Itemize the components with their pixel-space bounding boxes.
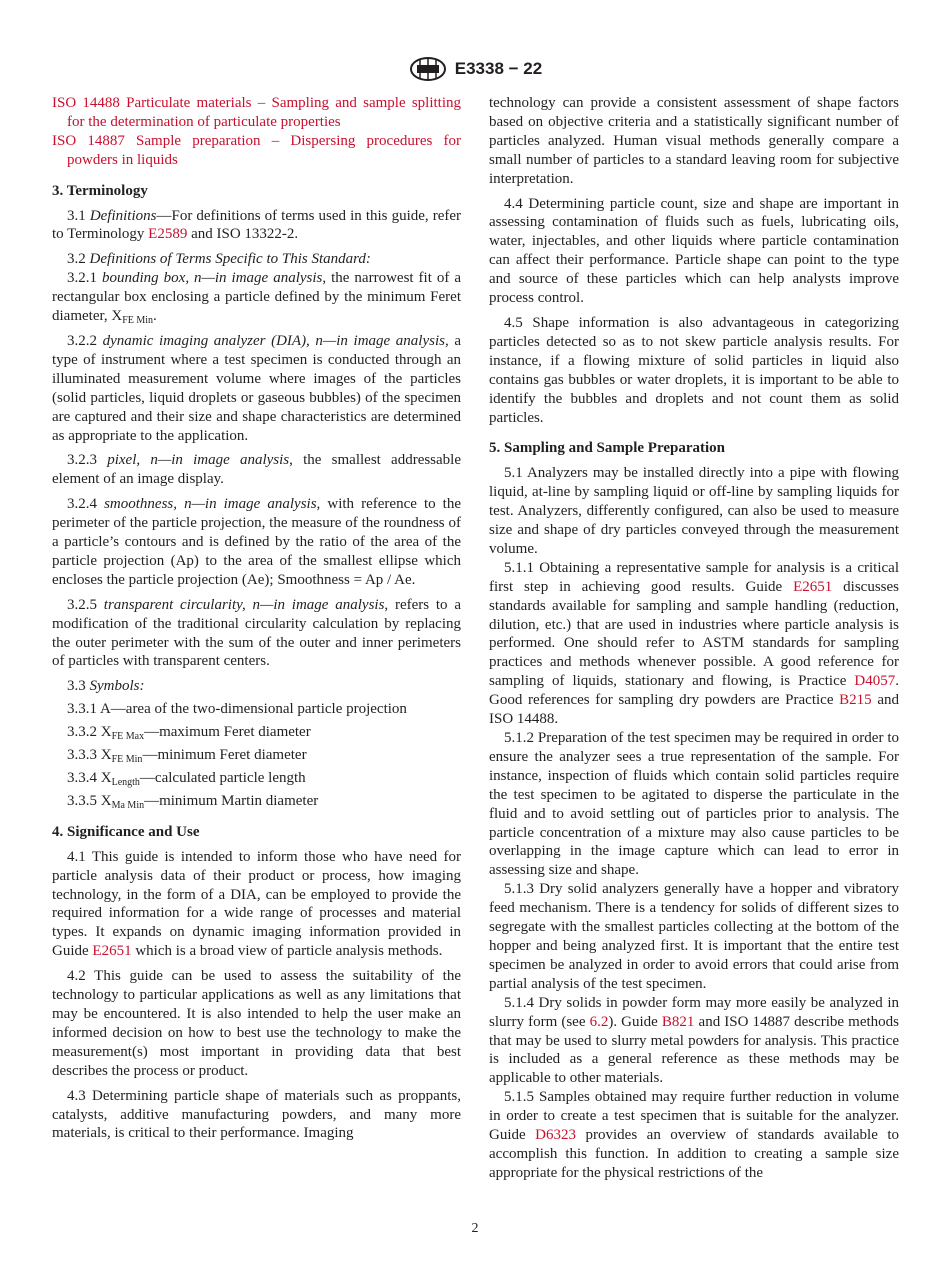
- symbol-item: 3.3.4 $X_{Length}—calculated$ particle length: [67, 770, 306, 788]
- paragraph-3-2-3: 3.2.3 pixel, n—in image analysis, the smallest addressable element of an image display.: [52, 452, 462, 488]
- left-column: [52, 94, 461, 1149]
- section-heading-sampling: 5. Sampling and Sample Preparation: [489, 440, 726, 457]
- reference-link-d6323[interactable]: D6323: [535, 1127, 577, 1144]
- paragraph-5-1-5: 5.1.5 Samples obtained may require further reduction in volume in order to create a test specimen that is suitable for the analyzer. Guide D6323 provides an overview of standards available to accomplish this function. In addition to creating a sample size appropriate for the physical restrictions of the: [489, 1089, 900, 1181]
- paragraph-3-2-4: 3.2.4 smoothness, n—in image analysis, with reference to the perimeter of the particle projection, the measure of the roundness of a particle’s contours and is defined by the ratio of the area of the particle projection (Ap) to the area of the smallest ellipse which encloses the particle projection (Ae); Smoothness = Ap / Ae.: [52, 496, 462, 588]
- section-heading-terminology: 3. Terminology: [52, 182, 148, 199]
- paragraph-4-2: 4.2 This guide can be used to assess the suitability of the technology to particular applications as well as any limitations that may be encountered. It is also intended to help the user make an informed decision on how to best use the technology to make the measurement(s) most important in providing data that best describes the process or product.: [52, 968, 461, 1079]
- paragraph-3-2: 3.2 Definitions of Terms Specific to This Standard:: [67, 251, 371, 268]
- paragraph-3-1: 3.1 Definitions—For definitions of terms used in this guide, refer to Terminology E2589 and ISO 13322-2.: [52, 207, 461, 243]
- reference-link-e2589[interactable]: E2589: [148, 226, 188, 243]
- section-heading-significance: 4. Significance and Use: [52, 823, 200, 840]
- paragraph-4-3: 4.3 Determining particle shape of materials such as proppants, catalysts, additive manufacturing powders, and many more materials, is critical to their performance. Imaging: [52, 1087, 461, 1142]
- paragraph-5-1: 5.1 Analyzers may be installed directly into a pipe with flowing liquid, at-line by sampling liquid or off-line by sampling liquids for test. Analyzers, differently configured, can also be used to measure size and shape of dry particles conveyed through the measurement volume.: [489, 465, 899, 557]
- paragraph-4-5: 4.5 Shape information is also advantageous in categorizing particles detected so as to not skew particle analysis results. For instance, if a flowing mixture of solid particles in liquid also contains gas bubbles or water droplets, it is important to be able to identify the bubbles and droplets and not count them as solid particles.: [489, 314, 899, 426]
- page-number: 2: [471, 1221, 479, 1236]
- symbol-item: 3.3.5 $X_{Ma Min}—minimum$ Martin diameter: [67, 792, 319, 811]
- reference-code[interactable]: ISO 14488: [52, 95, 120, 111]
- paragraph-4-3-continued: technology can provide a consistent assessment of shape factors based on objective criteria and a statistically significant number of particles analyzed. Human visual methods generally compare a small number of particles to a standard leaving room for subjective interpretation.: [489, 95, 899, 187]
- symbol-item: 3.3.1 A—area of the two-dimensional particle projection: [67, 701, 407, 718]
- reference-link-b215[interactable]: B215: [839, 692, 872, 709]
- page-header: [0, 56, 950, 82]
- right-column: [489, 94, 899, 1183]
- paragraph-3-2-5: 3.2.5 transparent circularity, n—in image analysis, refers to a modification of the traditional circularity calculation by replacing the outer perimeter with the sum of the outer and inner perimeters of particles with transparent centers.: [52, 596, 462, 670]
- symbol-item: 3.3.2 $X_{FE Max}—maximum$ Feret diameter: [67, 724, 311, 743]
- astm-logo-icon: [408, 56, 448, 82]
- symbol-item: 3.3.3 $X_{FE Min}—minimum$ Feret diameter: [67, 747, 307, 766]
- reference-iso-14887[interactable]: [52, 132, 461, 170]
- reference-link-b821[interactable]: B821: [661, 1013, 695, 1030]
- paragraph-4-1: 4.1 This guide is intended to inform those who have need for particle analysis data of their product or process, how imaging technology, in the form of a DIA, can be employed to provide the required information for a wide range of processes and material types. It expands on dynamic imaging information provided in Guide E2651 which is a broad view of particle analysis methods.: [52, 848, 461, 960]
- reference-link-d4057[interactable]: D4057: [854, 673, 896, 690]
- paragraph-5-1-4: 5.1.4 Dry solids in powder form may more easily be analyzed in slurry form (see 6.2). Guide B821 and ISO 14887 describe methods that may be used to slurry metal powders for analysis. This practice is included as a general reference as these methods may be applicable to other materials.: [489, 994, 900, 1087]
- reference-link-e2651[interactable]: E2651: [92, 943, 132, 960]
- reference-title[interactable]: Particulate materials – Sampling and sample splitting for the determination of particulate properties: [67, 95, 462, 130]
- paragraph-3-2-2: 3.2.2 dynamic imaging analyzer (DIA), n—in image analysis, a type of instrument where a test specimen is conducted through an illuminated measurement volume where images of the particles (solid particles, liquid droplets or gaseous bubbles) of the specimen are captured and their size and shape characteristics are determined as appropriate to the application.: [52, 332, 461, 444]
- paragraph-4-4: 4.4 Determining particle count, size and shape are important in assessing contamination of fluids such as fuels, lubricating oils, water, injectables, and other liquids where particle contamination can affect their performance. Particle shape can point to the type and source of these particles which can help analysts improve process control.: [489, 195, 899, 307]
- paragraph-5-1-3: 5.1.3 Dry solid analyzers generally have a hopper and vibratory feed mechanism. There is a tendency for solids of different sizes to segregate with the smallest particles collecting at the bottom of the hopper and being analyzed first. It is important that the entire test specimen be analyzed in order to avoid errors that could arise from partial analysis of the test specimen.: [489, 881, 899, 992]
- reference-code[interactable]: ISO 14887: [52, 132, 125, 149]
- reference-title[interactable]: Sample preparation – Dispersing procedures for powders in liquids: [67, 132, 462, 168]
- reference-link-section-6-2[interactable]: 6.2: [589, 1013, 609, 1030]
- paragraph-3-3: 3.3 Symbols:: [67, 678, 145, 695]
- paragraph-5-1-1: 5.1.1 Obtaining a representative sample for analysis is a critical first step in achieving good results. Guide E2651 discusses standards available for sampling and sample handling (reduction, dilution, etc.) that are used in industries where particle analysis is performed. One should refer to ASTM standards for sampling practices and methods whenever possible. A good reference for sampling of liquids, stationary and flowing, is Practice D4057. Good references for sampling dry powders are Practice B215 and ISO 14488.: [489, 559, 900, 728]
- reference-link-e2651[interactable]: E2651: [793, 578, 833, 595]
- paragraph-3-2-1: 3.2.1 bounding box, n—in image analysis, the narrowest fit of a rectangular box enclosing a particle defined by the minimum Feret diameter, $X_{FE Min}$.: [52, 270, 462, 327]
- document-designation: E3338 − 22: [454, 59, 543, 78]
- paragraph-5-1-2: 5.1.2 Preparation of the test specimen may be required in order to ensure the analyzer sees a true representation of the sample. For instance, inspection of fluids which contain solid particles require the test specimen to be agitated to disperse the particulate in the fluid and to avoid settling out of particles prior to analysis. The particle concentration of a mixture may also cause particles to be overlapping in the image capture which can lead to error in assessing size and shape.: [489, 730, 899, 879]
- reference-iso-14488[interactable]: [52, 94, 461, 132]
